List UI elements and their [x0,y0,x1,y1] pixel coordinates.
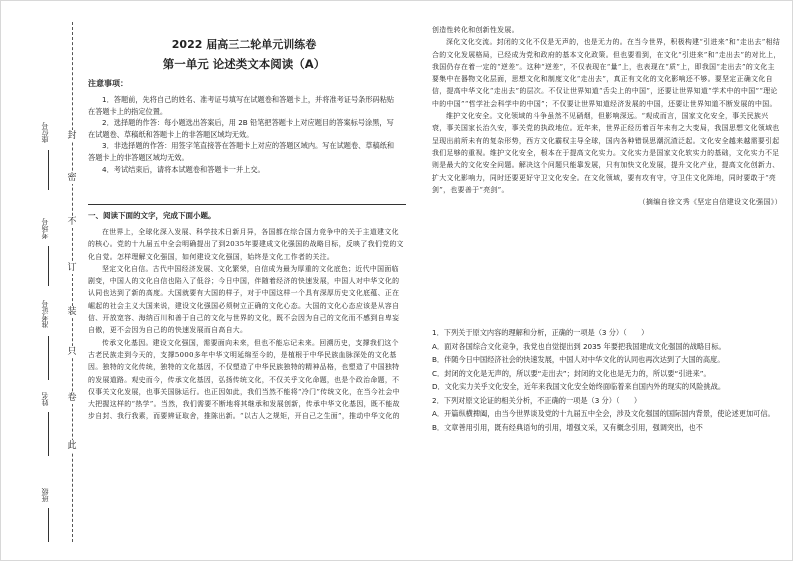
ticket-number-label: 准考证号 [41,300,49,328]
section-divider [88,204,406,205]
class-line [48,508,49,542]
seal-char: 不 [67,217,77,227]
notice-item: 1．答题前，先将自己的姓名、准考证号填写在试题卷和答题卡上，并将准考证号条形码粘贴在答题卡上的指定位置。 [88,95,395,116]
question-stem: 1．下列关于原文内容的理解和分析，正确的一项是（3 分）（ ） [432,328,649,337]
unit-title: 第一单元 论述类文本阅读（A） [162,57,326,71]
question-option: B．文章善用引用，既有经典语句的引用，增强文采，又有概念引用，强调突出，也不 [432,422,703,432]
notice-item: 2．选择题的作答：每小题选出答案后，用 2B 铅笔把答题卡上对应题目的答案标号涂黑，写在试题卷、草稿纸和答题卡上的非答题区域均无效。 [88,118,394,139]
question-block [432,326,782,434]
seat-number-line [48,150,49,190]
article-paragraph: 深化文化交流。封闭的文化不仅是无声的，也是无力的。在当今世界，积极构建“引进来”和“走出去”相结合的文化发展格局，已经成为党和政府的基本文化政策。但也要看到，在文化“引进来”和“走出去”的对比上，我国仍存在着一定的“逆差”。这种“逆差”，不仅表现在“量”上，也表现在“质”上，即我国“走出去”的文化主要集中在器物文化层面，思想文化和制度文化“走出去”，真正有文化的文化影响还不够。要坚定正确文化自信，提高中华文化“走出去”的层次。不仅让世界知道“舌尖上的中国”，还要让世界知道“学术中的中国”“理论中的中国”“哲学社会科学中的中国”；不仅要让世界知道经济发展的中国，还要让世界知道不断发展的中国。 [432,38,781,108]
seal-char: 密 [67,173,77,183]
seal-char: 装 [67,307,77,317]
article-paragraph: 维护文化安全。文化领域的斗争虽然不见硝烟，但影响深远。“观成而言，国家文化安全，事关民族兴衰，事关国家长治久安，事关党的执政地位。近年来，世界正经历着百年未有之大变局，我国思想文化领域也呈现出前所未有的复杂形势，西方文化霸权主导全球，国内各种错误思潮沉渣泛起。文化安全越来越需要引起我们足够的重视。维护文化安全，根本在于提高文化实力。文化实力是国家文化软实力的基础，文化实力不足则是最大的文化安全问题。解决这个问题只能靠发展，只有加快文化发展，提升文化产业，提高文化创新力、扩大文化影响力，同时还要更好守卫文化安全。在文化领域，要有攻有守，守卫住文化阵地，同时要敢于“亮剑”，也要善于“亮剑”。 [432,112,780,194]
exam-title: 2022 届高三二轮单元训练卷 [171,38,317,51]
article-right [432,24,782,208]
article-left [88,226,406,423]
notice-item: 3．非选择题的作答：用签字笔直接答在答题卡上对应的答题区域内。写在试题卷、草稿纸和答题卡上的非答题区域均无效。 [88,141,395,162]
seal-char: 封 [67,131,77,141]
exam-room-label: 考场号 [41,218,49,239]
question-option: B．伴随今日中国经济社会的快速发展，中国人对中华文化的认同也再次达到了大国的高度。 [432,355,725,364]
seal-char: 卷 [67,393,77,403]
notice-list [88,94,400,175]
question-option: C．封闭的文化是无声的，所以要“走出去”；封闭的文化也是无力的，所以要“引进来”。 [432,368,711,378]
question-option: D．文化实力关乎文化安全，近年来我国文化安全始终面临着来自国内外的现实的风险挑战。 [432,382,726,391]
section-heading: 一、阅读下面的文字，完成下面小题。 [88,211,216,220]
article-paragraph: 坚定文化自信。古代中国经济发展、文化繁荣，自信成为最为厚重的文化底色；近代中国面临剧变，中国人的文化自信也陷入了低谷；今日中国，伴随着经济的快速发展，中国人对中华文化的认同也达到了新的高度。大国就要有大国的样子，对于中国这样一个具有深厚历史文化底蕴、正在崛起的社会主义大国来说，建设文化强国必须树立正确的文化心态。大国的文化心态应该是从容自信、开放宽容、海纳百川和善于自己的文化与世界的文化，既不会因为自己的文化而不感到自卑妄自傲，更不会因为自己的的快速发展而自高自大。 [88,264,400,335]
article-paragraph: 创造性转化和创新性发展。 [432,26,519,34]
article-source: （摘编自徐文秀《坚定自信建设文化强国》） [638,198,782,207]
question-stem: 2．下列对原文论证的相关分析，不正确的一项是（3 分）（ ） [432,395,642,405]
seal-line [72,22,73,542]
notice-item: 4．考试结束后，请将本试题卷和答题卡一并上交。 [102,164,265,174]
article-paragraph: 在世界上，全球化深入发展、科学技术日新月异，各国都在综合国力竞争中的关于主道建文化的核心。党的十九届五中全会明确提出了到2035年要建成文化强国的战略目标，反映了我们党的文化自觉。怎样理解文化强国，如何建设文化强国，始终是文化工作者的关注。 [88,228,404,261]
question-option: A．开篇纵横捭阖，由当今世界谈及党的十九届五中全会，涉及文化强国的国际国内背景，使论述更加可信。 [432,409,775,418]
question-option: A．面对各国综合文化竞争，我党也自觉提出到 2035 年要把我国建成文化强国的战略目标。 [432,341,726,351]
ticket-number-line [48,336,49,380]
notice-heading: 注意事项： [88,79,128,88]
binding-margin [0,0,85,562]
seat-number-label: 座位号 [41,122,49,143]
seal-char: 只 [67,347,77,357]
seal-char: 此 [67,441,77,451]
article-paragraph: 传承文化基因。建设文化强国，需要面向未来，但也不能忘记未来。回溯历史，支撑我们这个古老民族走到今天的，支撑5000多年中华文明延绵至今的，是植根于中华民族血脉深处的文化基因。独特的文化传统，独特的文化基因，不仅塑造了中华民族独特的精神品格，也塑造了中国独特的发展道路。观史而今，传承文化基因，弘扬传统文化，不仅关乎文化命题，也是个政治命题，不仅事关文化发展，也事关国脉运行。也正因如此，我们当然不能将“冷门”传统文化，在当今社会中大把握这样的“热学”。当然，我们需要不断地将其继承和发展创新，传承中华文化基因，既不能故步自封、我行我素，而要辨证取舍，推陈出新。“以古人之规矩，开自己之生面”，推动中华文化的 [88,338,400,421]
name-line [48,412,49,456]
exam-room-line [48,246,49,286]
name-label: 姓名 [41,392,49,406]
seal-char: 订 [67,263,77,273]
class-label: 班级 [41,488,49,502]
